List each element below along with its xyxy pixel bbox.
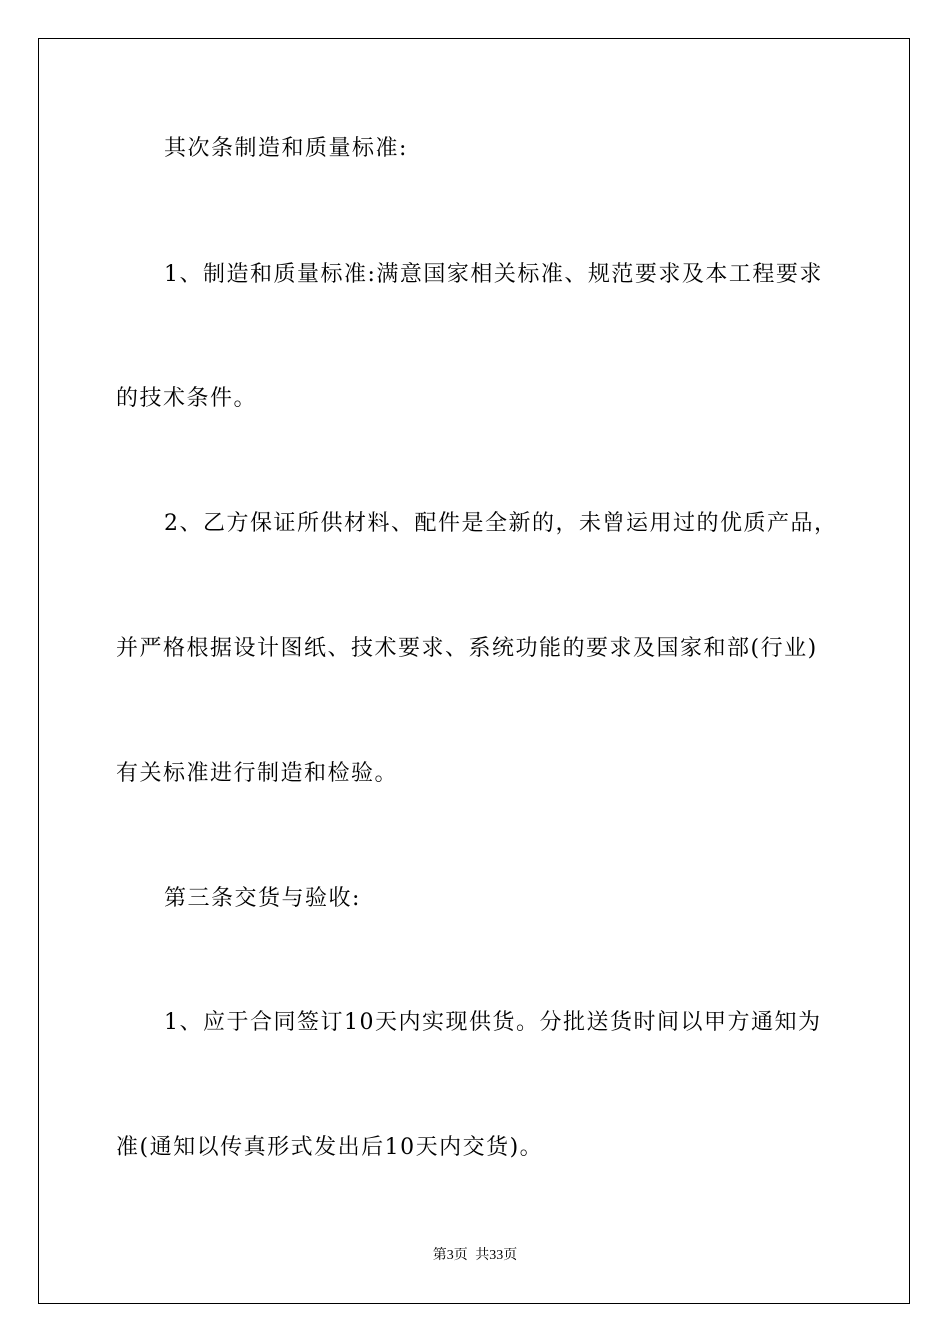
clause-2-item-1-line-2: 的技术条件。 — [116, 386, 258, 411]
clause-3-item-1-line-1: 1、应于合同签订10天内实现供货。分批送货时间以甲方通知为 — [164, 1010, 822, 1035]
clause-2-item-2-line-1: 2、乙方保证所供材料、配件是全新的，未曾运用过的优质产品， — [164, 511, 838, 536]
page-footer — [0, 1246, 950, 1266]
clause-3-item-1-line-2: 准(通知以传真形式发出后10天内交货)。 — [116, 1135, 544, 1160]
page-border — [38, 38, 910, 1304]
clause-2-heading: 其次条制造和质量标准: — [164, 136, 408, 161]
clause-2-item-2-line-3: 有关标准进行制造和检验。 — [116, 761, 399, 786]
total-pages: 共33页 — [475, 1248, 518, 1263]
page-number: 第3页 — [432, 1248, 468, 1263]
clause-3-heading: 第三条交货与验收: — [164, 886, 361, 911]
clause-2-item-1-line-1: 1、制造和质量标准:满意国家相关标准、规范要求及本工程要求 — [164, 262, 823, 287]
clause-2-item-2-line-2: 并严格根据设计图纸、技术要求、系统功能的要求及国家和部(行业) — [116, 636, 818, 661]
